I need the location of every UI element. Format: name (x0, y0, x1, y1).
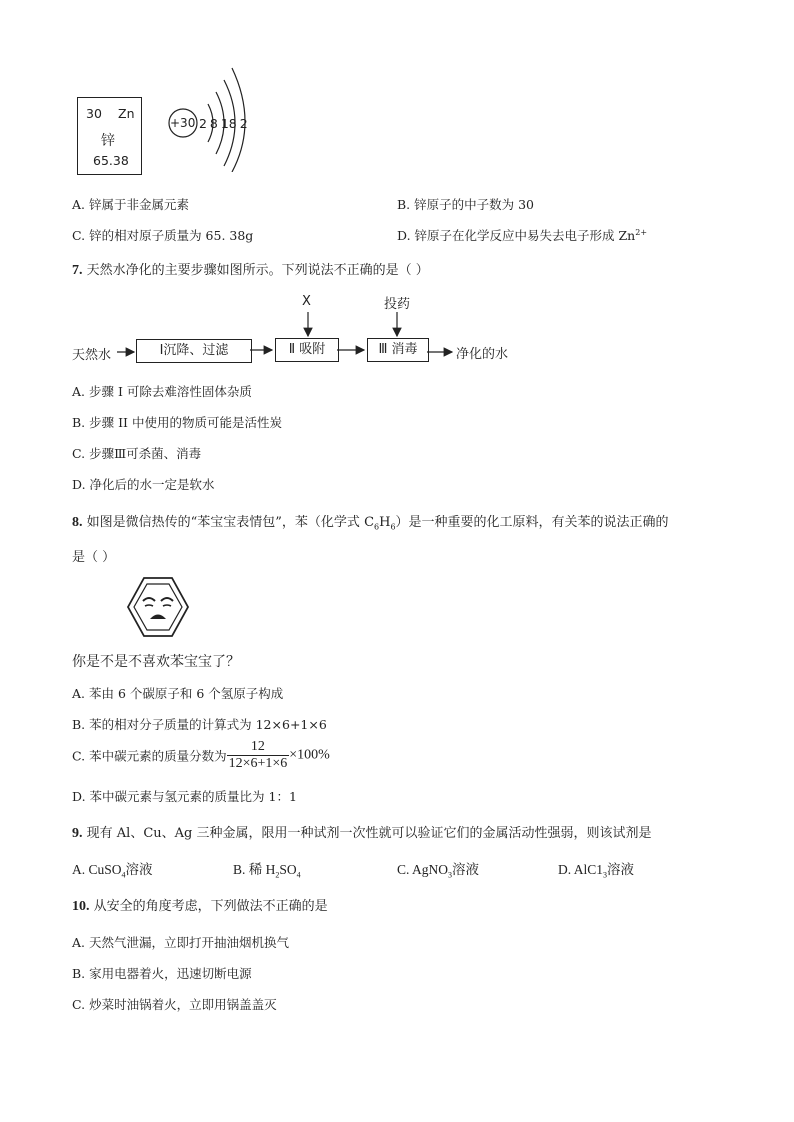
q8-number: 8. (72, 515, 83, 530)
q7-option-c: C. 步骤Ⅲ可杀菌、消毒 (72, 446, 202, 461)
q8-option-d: D. 苯中碳元素与氢元素的质量比为 1：1 (72, 789, 297, 804)
q10-option-a: A. 天然气泄漏，立即打开抽油烟机换气 (72, 935, 289, 950)
q9-text: 现有 Al、Cu、Ag 三种金属，限用一种试剂一次性就可以验证它们的金属活动性强弱，则该试剂是 (86, 826, 652, 841)
q7-option-a: A. 步骤 I 可除去难溶性固体杂质 (72, 384, 252, 399)
q9-option-a: A. CuSO$_4$溶液 (72, 862, 153, 880)
atomic-number: 30 (86, 106, 102, 121)
q8-text: 如图是微信热传的“苯宝宝表情包”，苯（化学式 $C_6H_6$）是一种重要的化工原料，有关苯的说法正确的 (86, 515, 669, 532)
q8-option-a: A. 苯由 6 个碳原子和 6 个氢原子构成 (72, 686, 284, 701)
flow-step1: Ⅰ沉降、过滤 (136, 339, 252, 363)
q6-option-c: C. 锌的相对原子质量为 65. 38g (72, 228, 254, 243)
q9-option-b: B. 稀 $H_2SO_4$ (233, 862, 301, 880)
flow-step2: Ⅱ 吸附 (275, 338, 339, 362)
q9-number: 9. (72, 826, 83, 841)
q9-option-c: C. AgNO$_3$溶液 (397, 862, 480, 880)
q10-option-b: B. 家用电器着火，迅速切断电源 (72, 966, 252, 981)
benzene-face-icon (126, 576, 190, 638)
q8-question (72, 511, 669, 532)
element-symbol: Zn (118, 106, 135, 121)
shell-electrons: 2 8 18 2 (199, 116, 248, 131)
flow-end-label: 净化的水 (456, 347, 509, 362)
q10-text: 从安全的角度考虑，下列做法不正确的是 (93, 899, 328, 914)
q10-question (72, 895, 328, 915)
flow-input-drug: 投药 (384, 297, 411, 312)
q9-option-d: D. $AlC1_3$溶液 (558, 862, 635, 880)
flow-input-x: X (302, 294, 311, 309)
q6-option-b: B. 锌原子的中子数为 30 (397, 197, 535, 212)
flow-step3: Ⅲ 消毒 (367, 338, 429, 362)
nucleus-charge: +30 (170, 116, 196, 130)
q10-option-c: C. 炒菜时油锅着火，立即用锅盖盖灭 (72, 997, 277, 1012)
flow-start-label: 天然水 (72, 348, 112, 363)
q7-number: 7. (72, 263, 83, 278)
benzene-caption: 你是不是不喜欢苯宝宝了？ (72, 654, 240, 670)
element-name: 锌 (101, 133, 115, 149)
mass-fraction: $\frac{12}{12\times 6+1\times 6}$ (228, 739, 288, 771)
q8-option-b: B. 苯的相对分子质量的计算式为 12×6+1×6 (72, 717, 327, 732)
q10-number: 10. (72, 899, 90, 914)
q8-option-c: C. 苯中碳元素的质量分数为 $\frac{12}{12\times 6+1\times 6}$ ×100% (72, 739, 330, 771)
q7-text: 天然水净化的主要步骤如图所示。下列说法不正确的是（ ） (86, 263, 429, 278)
q8-text-line2: 是（ ） (72, 550, 116, 565)
q7-option-b: B. 步骤 II 中使用的物质可能是活性炭 (72, 415, 282, 430)
q6-option-a: A. 锌属于非金属元素 (72, 197, 189, 212)
atomic-mass: 65.38 (93, 153, 129, 168)
q9-question (72, 822, 651, 842)
q6-option-d: D. 锌原子在化学反应中易失去电子形成 $Zn^{2+}$ (397, 227, 648, 243)
q7-option-d: D. 净化后的水一定是软水 (72, 477, 215, 492)
